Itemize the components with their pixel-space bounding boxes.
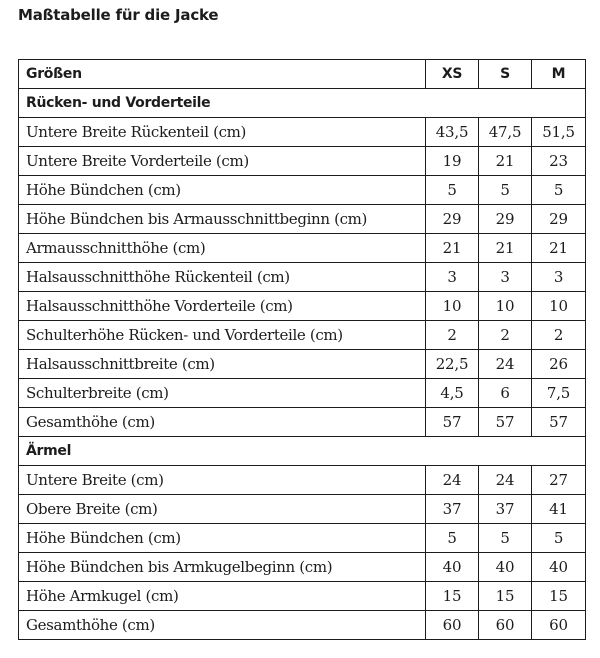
size-value: 6 (479, 379, 532, 408)
row-label: Halsausschnitthöhe Vorderteile (cm) (19, 292, 426, 321)
section-header-row (19, 437, 586, 466)
row-label: Untere Breite Vorderteile (cm) (19, 147, 426, 176)
size-value: 3 (479, 263, 532, 292)
table-row (19, 263, 586, 292)
row-label: Gesamthöhe (cm) (19, 408, 426, 437)
size-value: 41 (532, 495, 586, 524)
row-label: Obere Breite (cm) (19, 495, 426, 524)
table-row (19, 147, 586, 176)
page-title: Maßtabelle für die Jacke (18, 6, 219, 24)
row-label: Schulterbreite (cm) (19, 379, 426, 408)
section-title: Rücken- und Vorderteile (19, 89, 586, 118)
row-label: Höhe Bündchen (cm) (19, 524, 426, 553)
row-label: Höhe Bündchen bis Armausschnittbeginn (cm) (19, 205, 426, 234)
size-value: 5 (426, 176, 479, 205)
row-label: Halsausschnitthöhe Rückenteil (cm) (19, 263, 426, 292)
size-value: 15 (479, 582, 532, 611)
row-label: Höhe Bündchen (cm) (19, 176, 426, 205)
table-row (19, 495, 586, 524)
size-value: 21 (479, 147, 532, 176)
size-value: 60 (532, 611, 586, 640)
row-label: Halsausschnittbreite (cm) (19, 350, 426, 379)
size-value: 10 (426, 292, 479, 321)
size-value: 40 (532, 553, 586, 582)
size-value: 19 (426, 147, 479, 176)
size-value: 29 (479, 205, 532, 234)
size-value: 40 (479, 553, 532, 582)
size-value: 21 (479, 234, 532, 263)
size-value: 24 (479, 466, 532, 495)
size-value: 29 (532, 205, 586, 234)
table-row (19, 350, 586, 379)
size-value: 2 (426, 321, 479, 350)
size-header: S (479, 60, 532, 89)
size-value: 15 (532, 582, 586, 611)
size-value: 60 (479, 611, 532, 640)
table-row (19, 321, 586, 350)
size-value: 5 (479, 176, 532, 205)
table-row (19, 408, 586, 437)
size-value: 57 (426, 408, 479, 437)
size-value: 2 (479, 321, 532, 350)
row-label: Höhe Bündchen bis Armkugelbeginn (cm) (19, 553, 426, 582)
table-row (19, 176, 586, 205)
table-row (19, 118, 586, 147)
size-value: 15 (426, 582, 479, 611)
table-row (19, 466, 586, 495)
size-value: 10 (479, 292, 532, 321)
table-row (19, 379, 586, 408)
row-label: Höhe Armkugel (cm) (19, 582, 426, 611)
size-value: 24 (479, 350, 532, 379)
size-value: 37 (426, 495, 479, 524)
table-row (19, 205, 586, 234)
table-row (19, 553, 586, 582)
size-value: 37 (479, 495, 532, 524)
table-row (19, 524, 586, 553)
size-value: 21 (426, 234, 479, 263)
size-header: M (532, 60, 586, 89)
table-row (19, 611, 586, 640)
size-header: XS (426, 60, 479, 89)
table-row (19, 292, 586, 321)
table-row (19, 234, 586, 263)
size-value: 29 (426, 205, 479, 234)
size-value: 26 (532, 350, 586, 379)
size-value: 5 (532, 176, 586, 205)
size-value: 3 (532, 263, 586, 292)
size-value: 57 (532, 408, 586, 437)
size-value: 24 (426, 466, 479, 495)
size-table-body (19, 60, 586, 640)
size-value: 2 (532, 321, 586, 350)
size-value: 60 (426, 611, 479, 640)
size-value: 51,5 (532, 118, 586, 147)
size-table (18, 59, 586, 640)
header-row (19, 60, 586, 89)
size-value: 3 (426, 263, 479, 292)
size-value: 4,5 (426, 379, 479, 408)
size-value: 27 (532, 466, 586, 495)
header-label: Größen (19, 60, 426, 89)
size-value: 10 (532, 292, 586, 321)
size-value: 5 (479, 524, 532, 553)
size-value: 22,5 (426, 350, 479, 379)
size-value: 21 (532, 234, 586, 263)
size-value: 47,5 (479, 118, 532, 147)
size-value: 43,5 (426, 118, 479, 147)
size-value: 23 (532, 147, 586, 176)
row-label: Untere Breite (cm) (19, 466, 426, 495)
section-header-row (19, 89, 586, 118)
row-label: Schulterhöhe Rücken- und Vorderteile (cm) (19, 321, 426, 350)
row-label: Untere Breite Rückenteil (cm) (19, 118, 426, 147)
size-value: 5 (426, 524, 479, 553)
size-value: 57 (479, 408, 532, 437)
table-row (19, 582, 586, 611)
size-value: 40 (426, 553, 479, 582)
size-value: 7,5 (532, 379, 586, 408)
size-value: 5 (532, 524, 586, 553)
section-title: Ärmel (19, 437, 586, 466)
row-label: Gesamthöhe (cm) (19, 611, 426, 640)
row-label: Armausschnitthöhe (cm) (19, 234, 426, 263)
